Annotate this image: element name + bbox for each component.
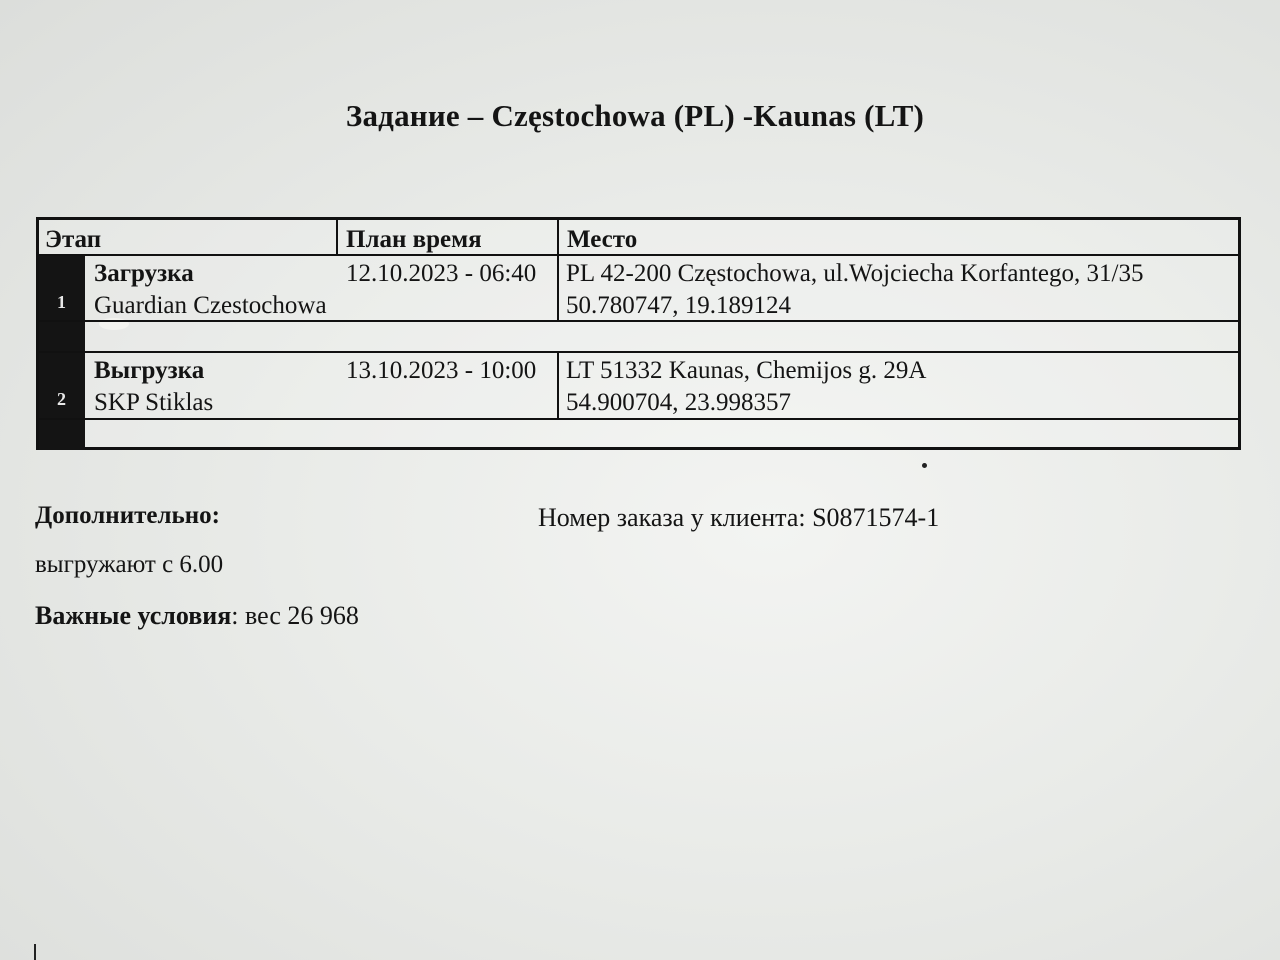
order-value: S0871574-1 xyxy=(812,503,940,532)
row1-address: PL 42-200 Częstochowa, ul.Wojciecha Korfantego, 31/35 xyxy=(566,260,1144,287)
col-divider-2-row1 xyxy=(557,220,559,320)
col-divider-1-header xyxy=(336,220,338,255)
row2-plan-time: 13.10.2023 - 10:00 xyxy=(346,357,537,384)
document-title: Задание – Częstochowa (PL) -Kaunas (LT) xyxy=(345,98,925,133)
row2-divider xyxy=(39,418,1238,420)
col-divider-2-row2 xyxy=(557,352,559,418)
row2-coordinates: 54.900704, 23.998357 xyxy=(566,389,791,416)
stage-bar-spacer-1 xyxy=(39,322,85,352)
stage-bar-2 xyxy=(39,353,85,418)
row2-company: SKP Stiklas xyxy=(94,389,214,416)
stage-bar-1 xyxy=(39,256,85,320)
header-stage: Этап xyxy=(45,226,102,253)
stage-bar-spacer-2 xyxy=(39,420,85,450)
stage-number-2: 2 xyxy=(57,389,66,409)
unload-note: выгружают с 6.00 xyxy=(35,551,224,578)
row1-divider xyxy=(39,320,1238,322)
row1-plan-time: 12.10.2023 - 06:40 xyxy=(346,260,537,287)
header-divider xyxy=(39,254,1238,256)
stray-mark xyxy=(922,463,927,468)
important-value: : вес 26 968 xyxy=(231,601,359,630)
important-conditions xyxy=(35,601,359,631)
important-label: Важные условия xyxy=(35,601,232,630)
header-place: Место xyxy=(567,226,638,253)
text-cursor xyxy=(34,944,36,960)
row2-address: LT 51332 Kaunas, Chemijos g. 29A xyxy=(566,357,927,384)
spacer1-divider xyxy=(39,351,1238,353)
client-order-number xyxy=(538,503,939,533)
row1-operation: Загрузка xyxy=(94,260,194,287)
stage-number-1: 1 xyxy=(57,292,66,312)
route-table xyxy=(36,217,1241,450)
row2-operation: Выгрузка xyxy=(94,357,205,384)
row1-coordinates: 50.780747, 19.189124 xyxy=(566,292,791,319)
header-plan-time: План время xyxy=(346,226,482,253)
order-label: Номер заказа у клиента: xyxy=(538,503,806,532)
additional-label: Дополнительно: xyxy=(35,502,220,529)
row1-company: Guardian Czestochowa xyxy=(94,292,327,319)
